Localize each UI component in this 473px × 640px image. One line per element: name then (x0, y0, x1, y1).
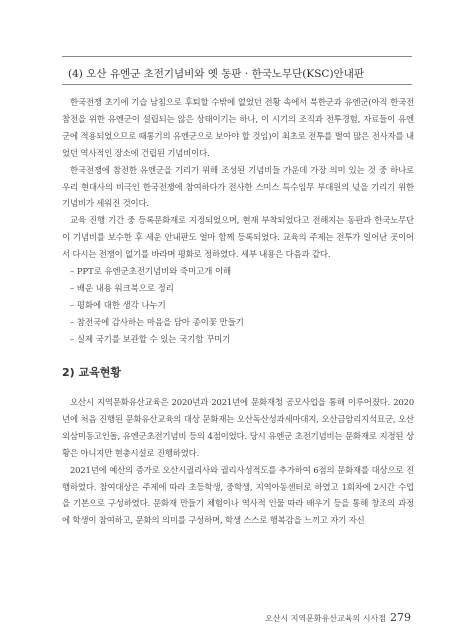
subheading: 2) 교육현황 (62, 366, 122, 379)
list-item: – 참전국에 감사하는 마음을 담아 종이꽃 만들기 (70, 316, 244, 327)
paragraph: 오산시 지역문화유산교육은 2020년과 2021년에 문화재청 공모사업을 통해 이루어졌다. 2020년에 처음 진행된 문화유산교육의 대상 문화재는 오산독산성과세마대지, 오산금암리지석묘군, 오산외삼미동고인돌, 유엔군초전기념비 등의 4점이었다. 당시 유엔군 초전기념비는 문화재로 지정된 상황은 아니지만 현충시설로 진행하였다. (62, 397, 414, 458)
education-content-list (62, 263, 414, 348)
bottom-rule (62, 84, 412, 85)
paragraph: 2021년에 예산의 증가로 오산시궐리사와 궐리사성적도를 추가하여 6점의 문화재를 대상으로 진행하였다. 참여대상은 주제에 따라 초등학생, 중학생, 지역아동센터로 하였고 1회차에 2시간 수업을 기본으로 구성하였다. 문화재 만들기 체험이나 역사적 인물 따라 배우기 등을 통해 창조의 과정에 학생이 참여하고, 문화의 의미를 구성하며, 학생 스스로 행복감을 느끼고 자기 자신 (62, 464, 414, 526)
section-title: (4) 오산 유엔군 초전기념비와 옛 동판 · 한국노무단(KSC)안내판 (68, 68, 364, 80)
page-footer (265, 611, 411, 624)
section-body (62, 94, 414, 348)
page-number: 279 (390, 611, 411, 624)
list-item: – 배운 내용 워크북으로 정리 (70, 282, 174, 293)
list-item: – PPT로 유엔군초전기념비와 죽미고개 이해 (70, 266, 232, 277)
list-item: – 실제 국기를 보관할 수 있는 국기함 꾸미기 (70, 333, 231, 344)
top-rule (62, 56, 412, 57)
status-body (62, 394, 414, 529)
running-title: 오산시 지역문화유산교육의 시사점 (264, 614, 386, 623)
paragraph: 교육 진행 기간 중 등록문화재로 지정되었으며, 현재 부착되었다고 전해지는 동판과 한국노무단이 기념비를 보수한 후 세운 안내판도 얼마 함께 등록되었다. 교육의 주제는 전투가 일어난 곳이어서 다시는 전쟁이 없기를 바라며 평화로 정하였다. 세부 내용은 다음과 같다. (62, 215, 414, 260)
paragraph: 한국전쟁에 참전한 유엔군을 기리기 위해 조성된 기념비들 가운데 가장 의미 있는 것 중 하나로 우리 현대사의 비극인 한국전쟁에 참여하다가 전사한 스미스 특수임무 부대원의 넋을 기리기 위한 기념비가 세워진 것이다. (62, 164, 414, 209)
paragraph: 한국전쟁 초기에 기습 남침으로 후퇴할 수밖에 없었던 전황 속에서 북한군과 유엔군(아직 한국전 참전을 위한 유엔군이 설립되는 않은 상태이기는 하나, 이 시기의 조직과 전투경험, 자료들이 유엔군에 적용되었으므로 때통기의 유엔군으로 보아야 할 것임)이 최초로 전투를 벌여 많은 전사자를 내었던 역사적인 장소에 건립된 기념비이다. (62, 97, 414, 158)
list-item: – 평화에 대한 생각 나누기 (70, 299, 166, 310)
